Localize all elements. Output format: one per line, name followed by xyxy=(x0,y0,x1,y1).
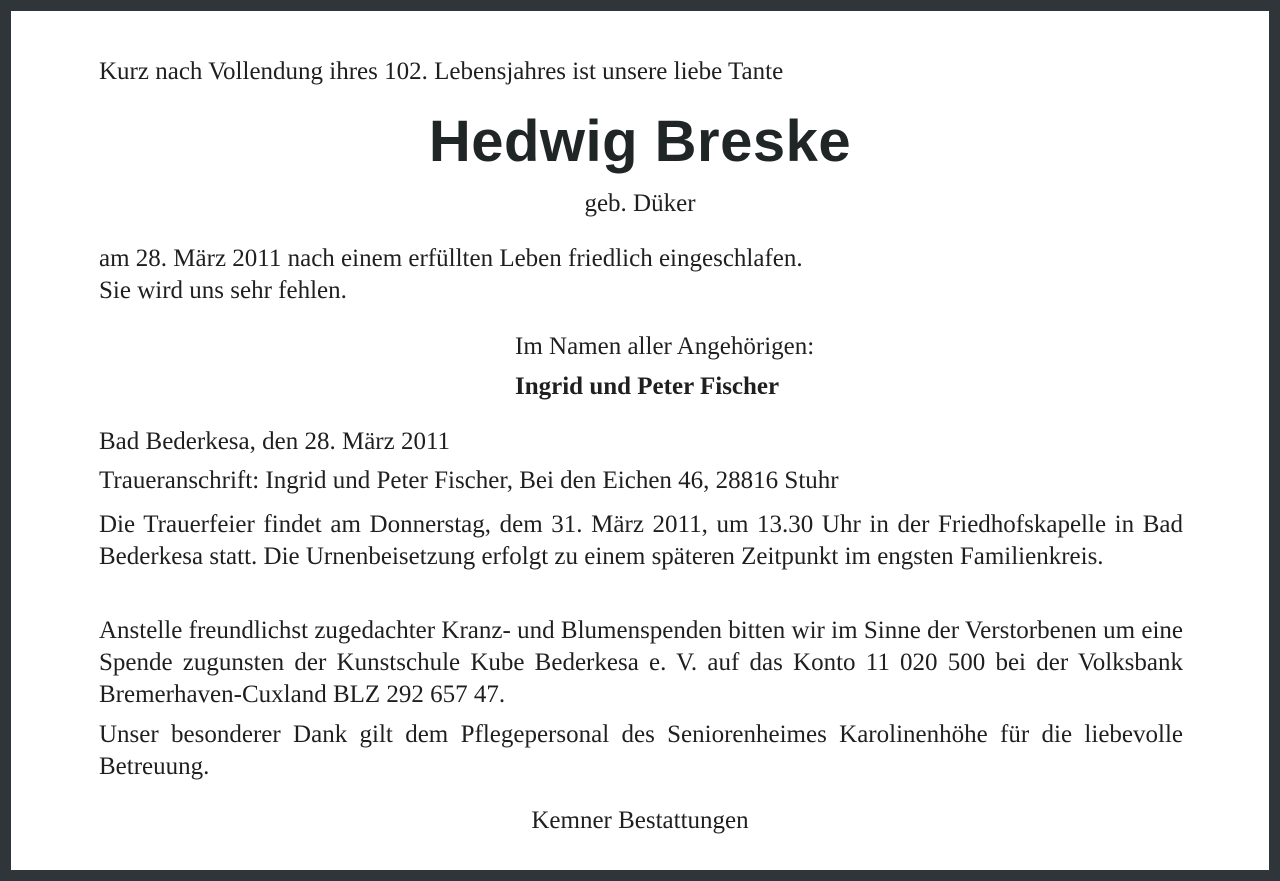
passing-line-2: Sie wird uns sehr fehlen. xyxy=(99,277,347,304)
intro-text: Kurz nach Vollendung ihres 102. Lebensjahres ist unsere liebe Tante xyxy=(99,58,784,85)
place-date: Bad Bederkesa, den 28. März 2011 xyxy=(99,428,451,455)
passing-line-1: am 28. März 2011 nach einem erfüllten Leben friedlich eingeschlafen. xyxy=(99,245,803,272)
relatives-intro: Im Namen aller Angehörigen: xyxy=(515,333,815,360)
mourning-address: Traueranschrift: Ingrid und Peter Fischer, Bei den Eichen 46, 28816 Stuhr xyxy=(99,467,839,494)
funeral-info: Die Trauerfeier findet am Donnerstag, dem 31. März 2011, um 13.30 Uhr in der Friedhofskapelle in Bad Bederkesa statt. Die Urnenbeisetzung erfolgt zu einem späteren Zeitpunkt im engsten Familienkreis. xyxy=(99,511,1183,570)
donation-info: Anstelle freundlichst zugedachter Kranz- und Blumenspenden bitten wir im Sinne der Verstorbenen um eine Spende zugunsten der Kunstschule Kube Bederkesa e. V. auf das Konto 11 020 500 bei der Volksbank Bremerhaven-Cuxland BLZ 292 657 47. xyxy=(99,617,1183,708)
deceased-name: Hedwig Breske xyxy=(428,109,852,174)
thanks-text: Unser besonderer Dank gilt dem Pflegepersonal des Seniorenheimes Karolinenhöhe für die liebevolle Betreuung. xyxy=(99,721,1183,780)
relatives-names: Ingrid und Peter Fischer xyxy=(515,373,780,400)
obituary-notice xyxy=(11,11,1269,870)
undertaker: Kemner Bestattungen xyxy=(531,807,749,834)
maiden-name: geb. Düker xyxy=(584,190,696,217)
